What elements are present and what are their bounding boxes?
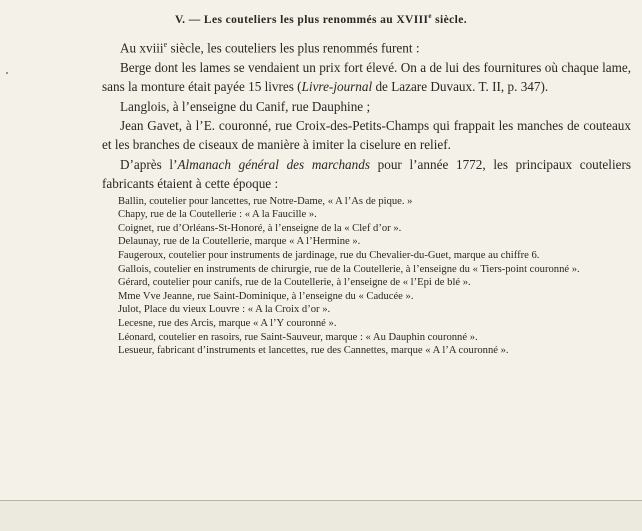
intro-text-b: siècle, les couteliers les plus renommés furent : — [167, 40, 420, 56]
list-item: Lesueur, fabricant d’instruments et lancettes, rue des Cannettes, marque « A l’A couronné ». — [118, 345, 509, 357]
scan-speck — [6, 72, 8, 74]
intro-superscript: e — [163, 40, 168, 49]
list-item: Gérard, coutelier pour canifs, rue de la Coutellerie, à l’enseigne de « l’Epi de blé ». — [118, 277, 471, 289]
heading-suffix: siècle. — [431, 13, 468, 26]
heading-text: V. — Les couteliers les plus renommés au XVIII — [174, 13, 429, 26]
section-heading — [0, 12, 642, 26]
almanach-title: Almanach général des marchands — [177, 156, 370, 172]
list-item: Gallois, coutelier en instruments de chirurgie, rue de la Coutellerie, à l’enseigne du « Tiers-point couronné ». — [118, 263, 580, 275]
cutler-list — [102, 195, 631, 358]
list-item: Mme Vve Jeanne, rue Saint-Dominique, à l’enseigne du « Caducée ». — [118, 290, 414, 302]
langlois-paragraph: Langlois, à l’enseigne du Canif, rue Dauphine ; — [120, 98, 371, 114]
list-item: Lecesne, rue des Arcis, marque « A l’Y couronné ». — [118, 317, 337, 329]
berge-tail: de Lazare Duvaux. T. II, p. 347). — [372, 79, 549, 95]
body-text — [102, 35, 631, 358]
gavet-paragraph: Jean Gavet, à l’E. couronné, rue Croix-des-Petits-Champs qui frappait les manches de couteaux et les branches de ciseaux de manière à imiter la ciselure en relief. — [102, 118, 631, 153]
almanach-before: D’après l’ — [120, 156, 178, 172]
almanach-after: pour l’année 1772, les principaux couteliers fabricants étaient à cette époque : — [102, 156, 631, 192]
intro-paragraph — [102, 35, 631, 58]
page-bottom-margin — [0, 501, 642, 531]
berge-paragraph — [102, 58, 631, 97]
almanach-paragraph — [102, 155, 631, 194]
berge-italic: Livre-journal — [301, 79, 373, 95]
list-item: Léonard, coutelier en rasoirs, rue Saint-Sauveur, marque : « Au Dauphin couronné ». — [118, 331, 478, 343]
list-item: Coignet, rue d’Orléans-St-Honoré, à l’enseigne de la « Clef d’or ». — [118, 222, 402, 234]
list-item: Ballin, coutelier pour lancettes, rue Notre-Dame, « A l’As de pique. » — [118, 195, 413, 207]
intro-text-a: Au xviii — [120, 40, 164, 56]
list-item: Julot, Place du vieux Louvre : « A la Croix d’or ». — [118, 304, 331, 316]
heading-superscript: e — [428, 12, 432, 20]
list-item: Delaunay, rue de la Coutellerie, marque « A l’Hermine ». — [118, 236, 361, 248]
list-item: Faugeroux, coutelier pour instruments de jardinage, rue du Chevalier-du-Guet, marque au chiffre 6. — [118, 250, 540, 262]
list-item: Chapy, rue de la Coutellerie : « A la Faucille ». — [118, 209, 317, 221]
berge-text: Berge dont les lames se vendaient un prix fort élevé. On a de lui des fournitures où chaque lame, sans la monture était payée 15 livres ( — [102, 59, 631, 95]
